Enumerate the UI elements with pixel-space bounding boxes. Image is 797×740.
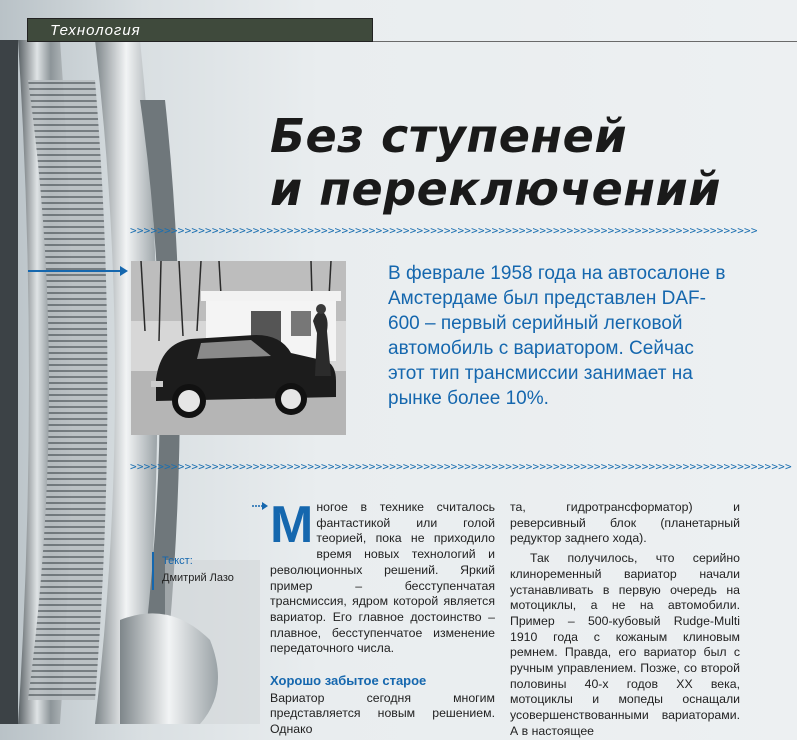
article-lead: В феврале 1958 года на автосалоне в Амстердаме был представлен DAF-600 – первый серийный легковой автомобиль с вариатором. Сейчас этот тип трансмиссии занимает на рынке более 10%. [388,263,726,409]
paragraph-2: Вариатор сегодня многим представляется новым решением. Однако [270,690,495,737]
subheading: Хорошо забытое старое [270,673,427,689]
paragraph-4: Так получилось, что серийно клиноременный вариатор начали устанавливать в первую очередь на мотоциклы, а не на автомобили. Пример – 500-кубовый Rudge-Multi 1910 года с кожаным клиновым ремнем. Правда, его вариатор был с ручным управлением. Позже, со второй половины 40-х годов XX века, мотоциклы и мопеды оснащали усовершенствованными вариаторами. А в настоящее [510,551,740,738]
article-column-1 [270,496,495,738]
credit-bar [152,552,154,590]
title-line-1: Без ступеней [270,109,628,163]
column-arrow-icon [252,502,268,510]
arrow-divider-top: >>>>>>>>>>>>>>>>>>>>>>>>>>>>>>>>>>>>>>>>>>>>>>>>>>>>>>>>>>>>>>>>>>>>>>>>>>>>>>>>>>>>>>>>>>>> [130,224,758,237]
author-credit [162,553,234,587]
arrow-divider-bottom: >>>>>>>>>>>>>>>>>>>>>>>>>>>>>>>>>>>>>>>>>>>>>>>>>>>>>>>>>>>>>>>>>>>>>>>>>>>>>>>>>>>>>>>>>>>>>>>>> [130,460,792,473]
arrow-pointer-icon [28,265,128,277]
paragraph-intro: ногое в технике считалось фантастикой или голой теорией, пока не приходило время новых технологий и революционных решений. Яркий пример – бесступенчатая трансмиссия, ядром которой является вариатор. Его главное достоинство – плавное, бесступенчатое изменение передаточного числа. [270,500,495,656]
article-title [270,110,790,216]
section-label: Технология [50,22,141,39]
article-column-2 [510,500,740,740]
credit-name: Дмитрий Лазо [162,572,234,584]
daf-600-photo [131,261,346,435]
drop-cap: М [270,496,314,554]
section-tab [27,18,373,42]
credit-label: Текст: [162,555,193,567]
top-rule [373,41,797,42]
title-line-2: и переключений [270,162,722,216]
paragraph-3: та, гидротрансформатор) и реверсивный блок (планетарный редуктор заднего хода). [510,500,740,546]
